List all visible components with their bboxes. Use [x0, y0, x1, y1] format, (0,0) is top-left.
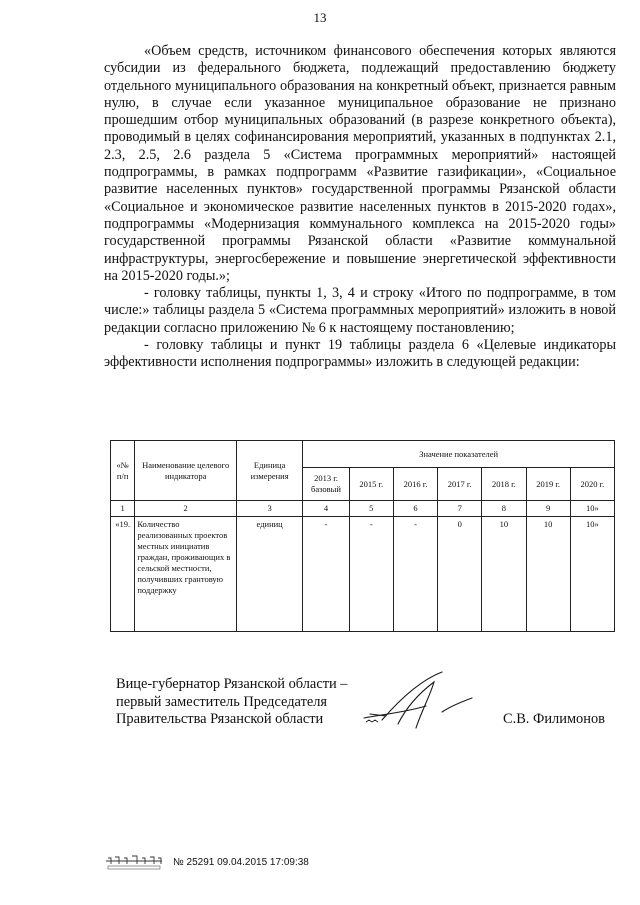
row-name: Количество реализованных проектов местных инициатив граждан, проживающих в сельской местности, получивших грантовую поддержку [135, 517, 237, 632]
row-value: 10 [482, 517, 526, 632]
column-number: 2 [135, 501, 237, 517]
paragraph: - головку таблицы, пункты 1, 3, 4 и строку «Итого по подпрограмме, в том числе:» таблицы раздела 5 «Система программных мероприятий» изложить в новой редакции согласно приложению № 6 к настоящему постановлению; [104, 285, 616, 336]
page-number: 13 [313, 10, 327, 25]
row-value: 10 [526, 517, 570, 632]
header-year: 2020 г. [570, 468, 614, 501]
header-row [111, 441, 615, 468]
column-number: 1 [111, 501, 135, 517]
paragraph: - головку таблицы и пункт 19 таблицы раздела 6 «Целевые индикаторы эффективности исполнения подпрограммы» изложить в следующей редакции: [104, 337, 616, 371]
header-year: 2018 г. [482, 468, 526, 501]
column-numbers-row [111, 501, 615, 517]
registration-seal-icon [104, 852, 164, 872]
registration-stamp: № 25291 09.04.2015 17:09:38 [173, 857, 309, 868]
row-unit: единиц [236, 517, 302, 632]
header-year: 2016 г. [393, 468, 437, 501]
header-year: 2015 г. [349, 468, 393, 501]
header-year: 2019 г. [526, 468, 570, 501]
signatory-title-line: Вице-губернатор Рязанской области – [116, 676, 348, 692]
row-num: «19. [111, 517, 135, 632]
column-number: 8 [482, 501, 526, 517]
paragraph: «Объем средств, источником финансового обеспечения которых являются субсидии из федерального бюджета, подлежащий предоставлению бюджету отдельного муниципального образования на конкретный объект, признается равным нулю, в случае если указанное муниципальное образование не признано прошедшим отбор муниципальных образований (в разрезе конкретного объекта), проводимый в целях софинансирования мероприятий, указанных в подпунктах 2.1, 2.3, 2.5, 2.6 раздела 5 «Система программных мероприятий» настоящей подпрограммы, в рамках подпрограмм «Развитие газификации», «Социальное развитие населенных пунктов» государственной программы Рязанской области «Социальное и экономическое развитие населенных пунктов в 2015-2020 годах», подпрограммы «Модернизация коммунального комплекса на 2015-2020 годы» государственной программы Рязанской области «Развитие коммунальной инфраструктуры, энергосбережение и повышение энергетической эффективности на 2015-2020 годы.»; [104, 43, 616, 284]
signatory-name: С.В. Филимонов [503, 711, 605, 727]
header-year: 2017 г. [438, 468, 482, 501]
row-value: 10» [570, 517, 614, 632]
header-name: Наименование целевого индикатора [135, 441, 237, 501]
column-number: 10» [570, 501, 614, 517]
column-number: 4 [303, 501, 349, 517]
header-num: «№ п/п [111, 441, 135, 501]
column-number: 9 [526, 501, 570, 517]
table-row [111, 517, 615, 632]
signatory-title-line: Правительства Рязанской области [116, 711, 324, 727]
column-number: 5 [349, 501, 393, 517]
signatory-title-line: первый заместитель Председателя [116, 693, 328, 710]
row-value: - [349, 517, 393, 632]
body-text [104, 43, 616, 372]
handwritten-signature [346, 668, 476, 734]
header-values-group: Значение показателей [303, 441, 615, 468]
column-number: 6 [393, 501, 437, 517]
signatory-title [116, 676, 348, 729]
column-number: 7 [438, 501, 482, 517]
column-number: 3 [236, 501, 302, 517]
row-value: - [393, 517, 437, 632]
row-value: - [303, 517, 349, 632]
header-year: 2013 г. базовый [303, 468, 349, 501]
row-value: 0 [438, 517, 482, 632]
header-unit: Единица измерения [236, 441, 302, 501]
indicators-table [110, 440, 615, 632]
